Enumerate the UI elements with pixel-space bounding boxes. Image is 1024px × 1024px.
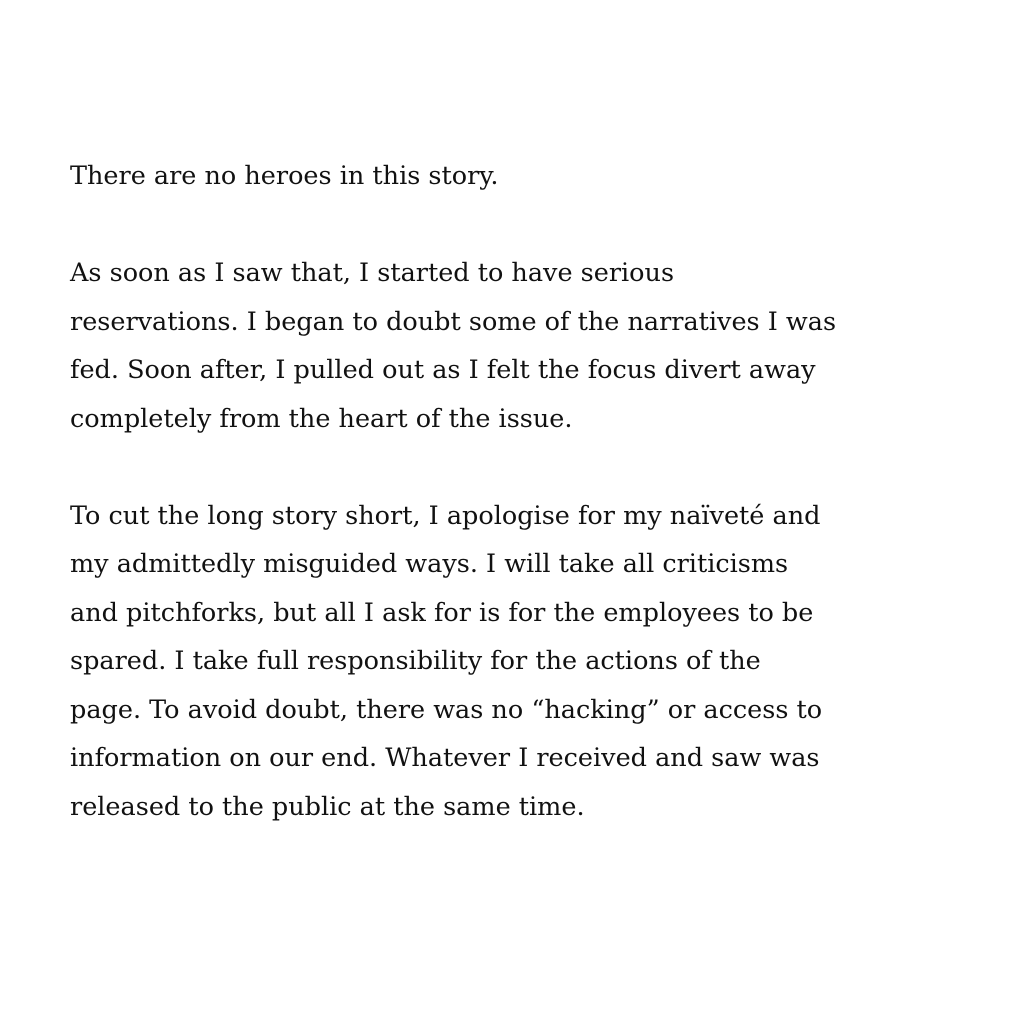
paragraph-2 — [70, 249, 970, 443]
text-line: completely from the heart of the issue. — [70, 403, 573, 434]
text-line: There are no heroes in this story. — [70, 161, 499, 191]
paragraph-3 — [70, 492, 970, 832]
text-line: reservations. I began to doubt some of the narratives I was — [70, 306, 837, 337]
text-line: my admittedly misguided ways. I will take all criticisms — [70, 549, 789, 579]
paragraph-1 — [70, 152, 970, 201]
text-line: fed. Soon after, I pulled out as I felt the focus divert away — [70, 355, 816, 385]
text-line: To cut the long story short, I apologise for my naïveté and — [70, 500, 821, 531]
text-line: page. To avoid doubt, there was no “hacking” or access to — [70, 694, 823, 725]
text-line: As soon as I saw that, I started to have serious — [70, 258, 675, 288]
text-line: spared. I take full responsibility for the actions of the — [70, 646, 761, 676]
statement-text — [70, 152, 970, 880]
text-line: and pitchforks, but all I ask for is for the employees to be — [70, 597, 814, 628]
text-line: released to the public at the same time. — [70, 791, 585, 822]
text-line: information on our end. Whatever I received and saw was — [70, 743, 820, 773]
